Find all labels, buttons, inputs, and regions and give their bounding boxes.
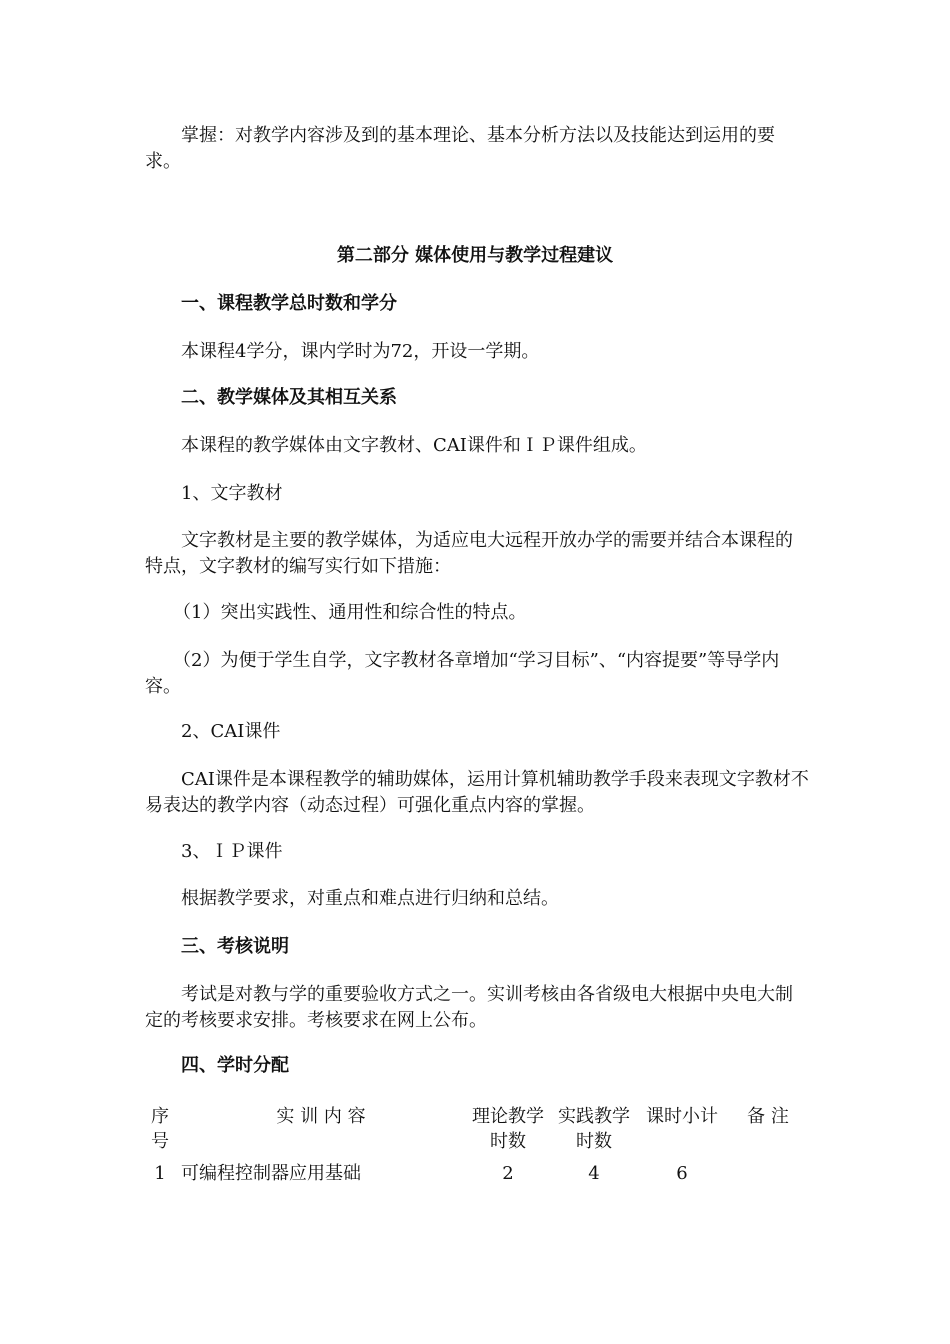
header-practice-line1: 实践教学 <box>558 1106 630 1127</box>
section-3-body: 考试是对教与学的重要验收方式之一。实训考核由各省级电大根据中央电大制定的考核要求安排。考核要求在网上公布。 <box>145 984 793 1031</box>
text-material-label: 1、文字教材 <box>181 483 283 504</box>
ip-desc: 根据教学要求，对重点和难点进行归纳和总结。 <box>181 888 559 909</box>
header-seq-line1: 序 <box>151 1106 169 1127</box>
text-material-item-2: （2）为便于学生自学，文字教材各章增加“学习目标”、“内容提要”等导学内容。 <box>145 650 780 697</box>
cai-desc: CAI课件是本课程教学的辅助媒体，运用计算机辅助教学手段来表现文字教材不易表达的教学内容（动态过程）可强化重点内容的掌握。 <box>145 769 809 816</box>
row-seq: 1 <box>154 1163 166 1184</box>
row-practice-hours: 4 <box>588 1163 600 1184</box>
header-note: 备 注 <box>747 1106 789 1127</box>
header-theory-line2: 时数 <box>490 1131 526 1152</box>
ip-label: 3、ＩＰ课件 <box>181 841 283 862</box>
section-2-heading: 二、教学媒体及其相互关系 <box>181 387 397 408</box>
section-2-body: 本课程的教学媒体由文字教材、CAI课件和ＩＰ课件组成。 <box>181 435 647 456</box>
section-1-body: 本课程4学分，课内学时为72，开设一学期。 <box>181 341 540 362</box>
row-theory-hours: 2 <box>502 1163 514 1184</box>
section-3-heading: 三、考核说明 <box>181 936 289 957</box>
header-content: 实 训 内 容 <box>276 1106 366 1127</box>
header-practice-line2: 时数 <box>576 1131 612 1152</box>
cai-label: 2、CAI课件 <box>181 721 281 742</box>
section-4-heading: 四、学时分配 <box>181 1055 289 1076</box>
section-1-heading: 一、课程教学总时数和学分 <box>181 293 397 314</box>
header-subtotal: 课时小计 <box>646 1106 718 1127</box>
text-material-desc: 文字教材是主要的教学媒体，为适应电大远程开放办学的需要并结合本课程的特点，文字教材的编写实行如下措施： <box>145 530 793 577</box>
header-theory-line1: 理论教学 <box>472 1106 544 1127</box>
part-title: 第二部分 媒体使用与教学过程建议 <box>336 245 614 266</box>
header-seq-line2: 号 <box>151 1131 169 1152</box>
mastery-paragraph: 掌握：对教学内容涉及到的基本理论、基本分析方法以及技能达到运用的要求。 <box>145 125 775 172</box>
row-content: 可编程控制器应用基础 <box>181 1163 361 1184</box>
row-subtotal: 6 <box>676 1163 688 1184</box>
text-material-item-1: （1）突出实践性、通用性和综合性的特点。 <box>173 602 527 623</box>
